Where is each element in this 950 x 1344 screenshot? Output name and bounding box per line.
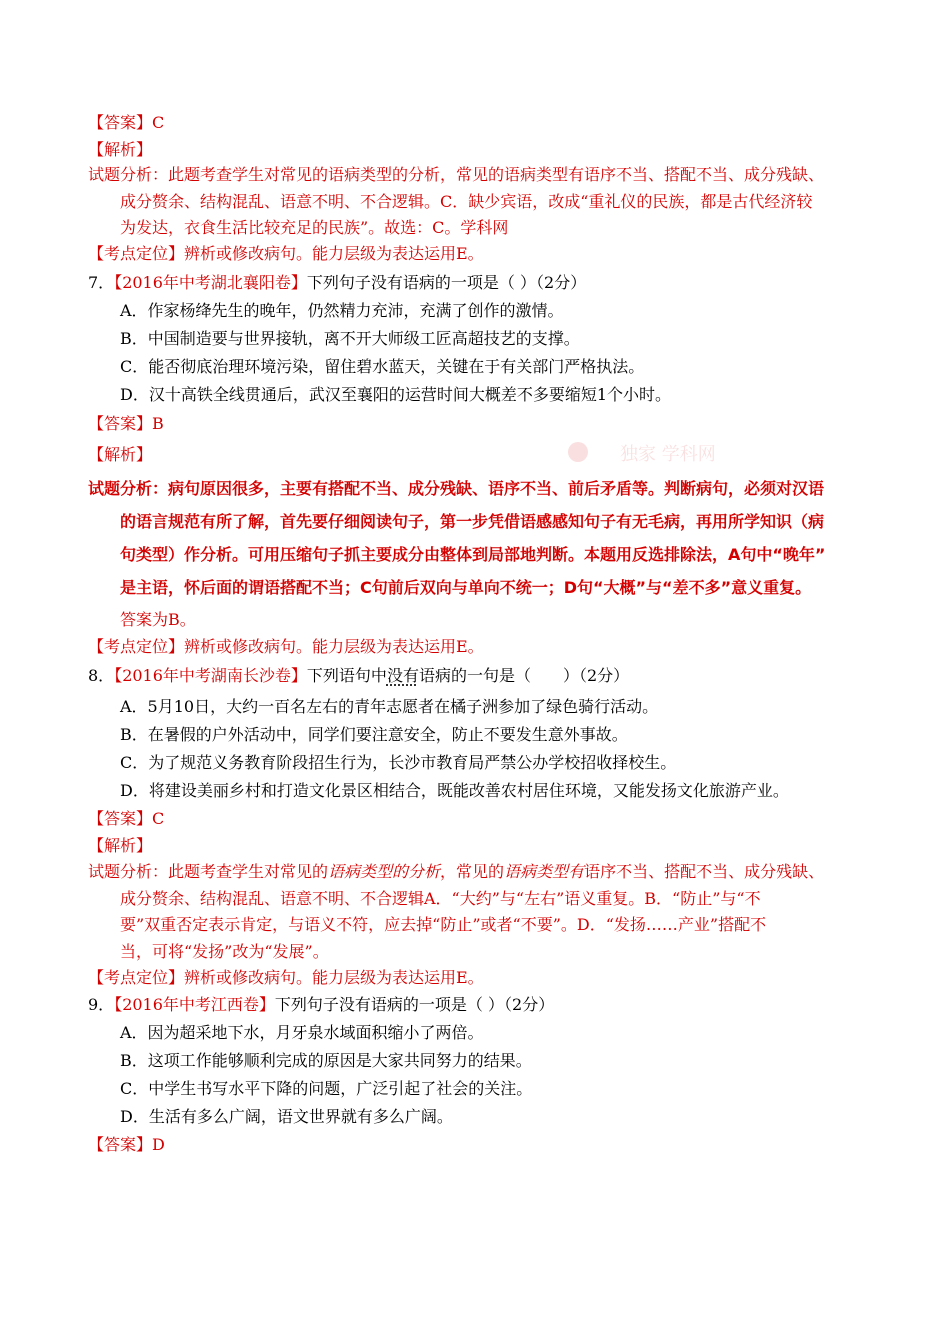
q8-analysis-title: 【解析】 <box>88 836 153 855</box>
watermark-text: 独家 学科网 <box>620 444 716 465</box>
q7-number: 7． <box>88 273 115 292</box>
q7-analysis-line: 句类型）作分析。可用压缩句子抓主要成分由整体到局部地判断。本题用反选排除法，A句中“晚年” <box>120 545 826 564</box>
q8-answer: 【答案】C <box>88 809 165 828</box>
q8-analysis-line: 成分赘余、结构混乱、语意不明、不合逻辑A．“大约”与“左右”语义重复。B．“防止”与“不 <box>120 889 761 908</box>
q7-option: B．中国制造要与世界接轨，离不开大师级工匠高超技艺的支撑。 <box>120 329 580 348</box>
q8-analysis-line <box>88 861 824 883</box>
q8-analysis-line: 要”双重否定表示肯定，与语义不符，应去掉“防止”或者“不要”。D．“发扬……产业”搭配不 <box>120 915 767 934</box>
q8-stem-emphasis: 没有 <box>386 666 419 685</box>
q7-analysis-title: 【解析】 <box>88 445 153 464</box>
q7-option: C．能否彻底治理环境污染，留住碧水蓝天，关键在于有关部门严格执法。 <box>120 357 645 376</box>
watermark-dot <box>568 442 588 462</box>
q7-stem-line <box>88 272 586 294</box>
q7-analysis-line: 的语言规范有所了解，首先要仔细阅读句子，第一步凭借语感感知句子有无毛病，再用所学知识（病 <box>120 512 825 531</box>
q8-analysis-text: 语序不当、搭配不当、成分残缺、 <box>584 862 825 881</box>
q7-answer: 【答案】B <box>88 414 164 433</box>
q9-option: D．生活有多么广阔，语文世界就有多么广阔。 <box>120 1107 453 1126</box>
q8-analysis-line: 当，可将“发扬”改为“发展”。 <box>120 942 329 961</box>
q7-kaodian: 【考点定位】辨析或修改病句。能力层级为表达运用E。 <box>88 637 484 656</box>
q8-stem-line <box>88 665 629 687</box>
q6-analysis-line: 成分赘余、结构混乱、语意不明、不合逻辑。C．缺少宾语，改成“重礼仪的民族，都是古代经济较 <box>120 192 813 211</box>
q7-source: 【2016年中考湖北襄阳卷】 <box>114 273 307 292</box>
q6-analysis-title: 【解析】 <box>88 140 153 159</box>
q8-analysis-text: 试题分析：此题考查学生对常见的 <box>88 862 329 881</box>
q8-analysis-italic: 语病类型有 <box>504 862 585 881</box>
q8-option: C．为了规范义务教育阶段招生行为，长沙市教育局严禁公办学校招收择校生。 <box>120 753 677 772</box>
q7-option: D．汉十高铁全线贯通后，武汉至襄阳的运营时间大概差不多要缩短1个小时。 <box>120 385 672 404</box>
q8-option: D．将建设美丽乡村和打造文化景区相结合，既能改善农村居住环境，又能发扬文化旅游产业。 <box>120 781 789 800</box>
q6-answer: 【答案】C <box>88 113 165 132</box>
q7-analysis-line: 试题分析：病句原因很多，主要有搭配不当、成分残缺、语序不当、前后矛盾等。判断病句，必须对汉语 <box>88 479 825 498</box>
q9-source: 【2016年中考江西卷】 <box>114 995 275 1014</box>
q9-option: B．这项工作能够顺利完成的原因是大家共同努力的结果。 <box>120 1051 532 1070</box>
watermark-logo <box>560 432 850 472</box>
q9-stem-line <box>88 994 554 1016</box>
q9-number: 9． <box>88 995 115 1014</box>
q8-option: A．5月10日，大约一百名左右的青年志愿者在橘子洲参加了绿色骑行活动。 <box>120 697 659 716</box>
q8-source: 【2016年中考湖南长沙卷】 <box>114 666 307 685</box>
q6-analysis-line: 为发达，衣食生活比较充足的民族”。故选：C。学科网 <box>120 218 509 237</box>
q7-option: A．作家杨绛先生的晚年，仍然精力充沛，充满了创作的激情。 <box>120 301 564 320</box>
q8-stem-pre: 下列语句中 <box>306 666 387 685</box>
q7-stem: 下列句子没有语病的一项是（ ）（2分） <box>306 273 587 292</box>
q9-option: C．中学生书写水平下降的问题，广泛引起了社会的关注。 <box>120 1079 533 1098</box>
q8-option: B．在暑假的户外活动中，同学们要注意安全，防止不要发生意外事故。 <box>120 725 628 744</box>
q7-analysis-line: 答案为B。 <box>120 610 196 629</box>
q8-analysis-italic: 语病类型的分析 <box>328 862 441 881</box>
q9-stem: 下列句子没有语病的一项是（ ）（2分） <box>274 995 555 1014</box>
q9-answer: 【答案】D <box>88 1135 165 1154</box>
q6-kaodian: 【考点定位】辨析或修改病句。能力层级为表达运用E。 <box>88 244 484 263</box>
q8-stem-post: 语病的一句是（ ）（2分） <box>418 666 630 685</box>
q7-analysis-line: 是主语，怀后面的谓语搭配不当；C句前后双向与单向不统一；D句“大概”与“差不多”意义重复。 <box>120 578 812 597</box>
q6-analysis-line: 试题分析：此题考查学生对常见的语病类型的分析，常见的语病类型有语序不当、搭配不当、成分残缺、 <box>88 165 825 184</box>
q9-option: A．因为超采地下水，月牙泉水域面积缩小了两倍。 <box>120 1023 484 1042</box>
q8-number: 8． <box>88 666 115 685</box>
q8-analysis-text: ，常见的 <box>440 862 505 881</box>
q8-kaodian: 【考点定位】辨析或修改病句。能力层级为表达运用E。 <box>88 968 484 987</box>
